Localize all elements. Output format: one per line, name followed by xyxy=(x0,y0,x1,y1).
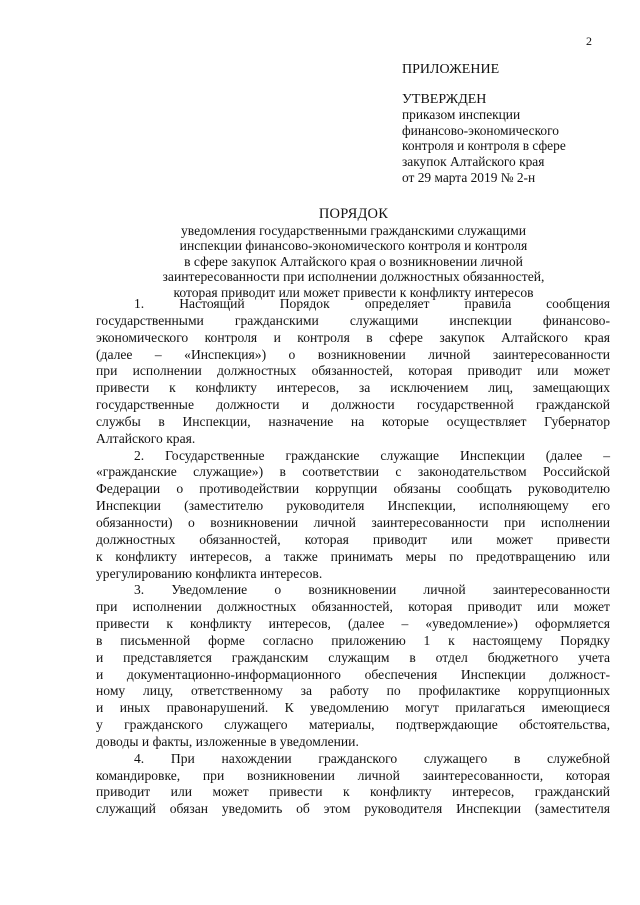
approval-line: финансово-экономического xyxy=(402,122,559,138)
appendix-heading: ПРИЛОЖЕНИЕ xyxy=(402,62,500,77)
paragraph-line: 2. Государственные гражданские служащие Инспекции (далее – xyxy=(134,447,610,463)
subtitle-line: в сфере закупок Алтайского края о возникновении личной xyxy=(184,253,523,269)
paragraph-2 xyxy=(96,448,610,583)
subtitle-line: инспекции финансово-экономического контроля и контроля xyxy=(179,238,528,254)
paragraph-line: «гражданские служащие») в соответствии с законодательством Российской xyxy=(96,464,610,480)
paragraph-line: 3. Уведомление о возникновении личной заинтересованности xyxy=(134,582,610,598)
approval-line: закупок Алтайского края xyxy=(402,153,545,169)
document-title-block xyxy=(96,206,611,300)
paragraph-line: командировке, при возникновении личной заинтересованности, которая xyxy=(96,767,610,783)
approved-heading: УТВЕРЖДЕН xyxy=(402,91,487,107)
page-number: 2 xyxy=(586,34,592,48)
paragraph-line: (далее – «Инспекция») о возникновении личной заинтересованности xyxy=(96,346,610,362)
paragraph-3 xyxy=(96,582,610,750)
paragraph-line: к конфликту интересов, а также принимать меры по предотвращению или xyxy=(96,548,610,564)
paragraph-line: при исполнении должностных обязанностей, которая приводит или может xyxy=(96,363,610,379)
paragraph-line: служащий обязан уведомить об этом руководителя Инспекции (заместителя xyxy=(96,801,610,817)
paragraph-line: Федерации о противодействии коррупции обязаны сообщать руководителю xyxy=(96,481,610,497)
paragraph-line: должностных обязанностей, которая приводит или может привести xyxy=(96,531,610,547)
paragraph-line: привести к конфликту интересов, (далее – «уведомление») оформляется xyxy=(96,616,610,632)
document-body xyxy=(96,296,610,818)
subtitle-line: заинтересованности при исполнении должностных обязанностей, xyxy=(162,269,545,285)
approval-line: контроля и контроля в сфере xyxy=(402,138,566,154)
paragraph-line: государственными гражданскими служащими инспекции финансово- xyxy=(96,312,610,328)
paragraph-line: при исполнении должностных обязанностей, которая приводит или может xyxy=(96,599,610,615)
paragraph-line: привести к конфликту интересов, за исключением лиц, замещающих xyxy=(96,380,610,396)
document-title: ПОРЯДОК xyxy=(318,206,389,222)
paragraph-line: экономического контроля и контроля в сфере закупок Алтайского края xyxy=(96,329,610,345)
paragraph-line: государственные должности и должности государственной гражданской xyxy=(96,397,610,413)
subtitle-line: уведомления государственными гражданскими служащими xyxy=(181,223,526,238)
paragraph-line: обязанности) о возникновении личной заинтересованности при исполнении xyxy=(96,514,610,530)
approval-line: от 29 марта 2019 № 2-н xyxy=(402,169,536,185)
paragraph-4 xyxy=(96,751,610,818)
approval-block xyxy=(402,62,632,185)
paragraph-line: службы в Инспекции, назначение на которые осуществляет Губернатор xyxy=(96,413,610,429)
subtitle-line: которая приводит или может привести к конфликту интересов xyxy=(173,284,534,300)
approval-line: приказом инспекции xyxy=(402,107,521,123)
paragraph-line: у гражданского служащего материалы, подтверждающие обстоятельства, xyxy=(96,717,610,733)
paragraph-1 xyxy=(96,296,610,448)
paragraph-line: и документационно-информационного обеспечения Инспекции должност- xyxy=(96,666,610,682)
paragraph-line: урегулированию конфликта интересов. xyxy=(96,565,323,581)
paragraph-line: 1. Настоящий Порядок определяет правила сообщения xyxy=(134,296,610,311)
paragraph-line: доводы и факты, изложенные в уведомлении. xyxy=(96,733,359,749)
paragraph-line: приводит или может привести к конфликту интересов, гражданский xyxy=(96,784,610,800)
paragraph-line: в письменной форме согласно приложению 1 к настоящему Порядку xyxy=(96,632,610,648)
paragraph-line: и иных правонарушений. К уведомлению могут прилагаться имеющиеся xyxy=(96,700,610,716)
paragraph-line: Инспекции (заместителю руководителя Инспекции, исполняющему его xyxy=(96,498,610,514)
paragraph-line: ному лицу, ответственному за работу по профилактике коррупционных xyxy=(96,683,610,699)
paragraph-line: Алтайского края. xyxy=(96,430,196,446)
paragraph-line: и представляется гражданским служащим в отдел бюджетного учета xyxy=(96,649,610,665)
paragraph-line: 4. При нахождении гражданского служащего в служебной xyxy=(134,750,610,766)
